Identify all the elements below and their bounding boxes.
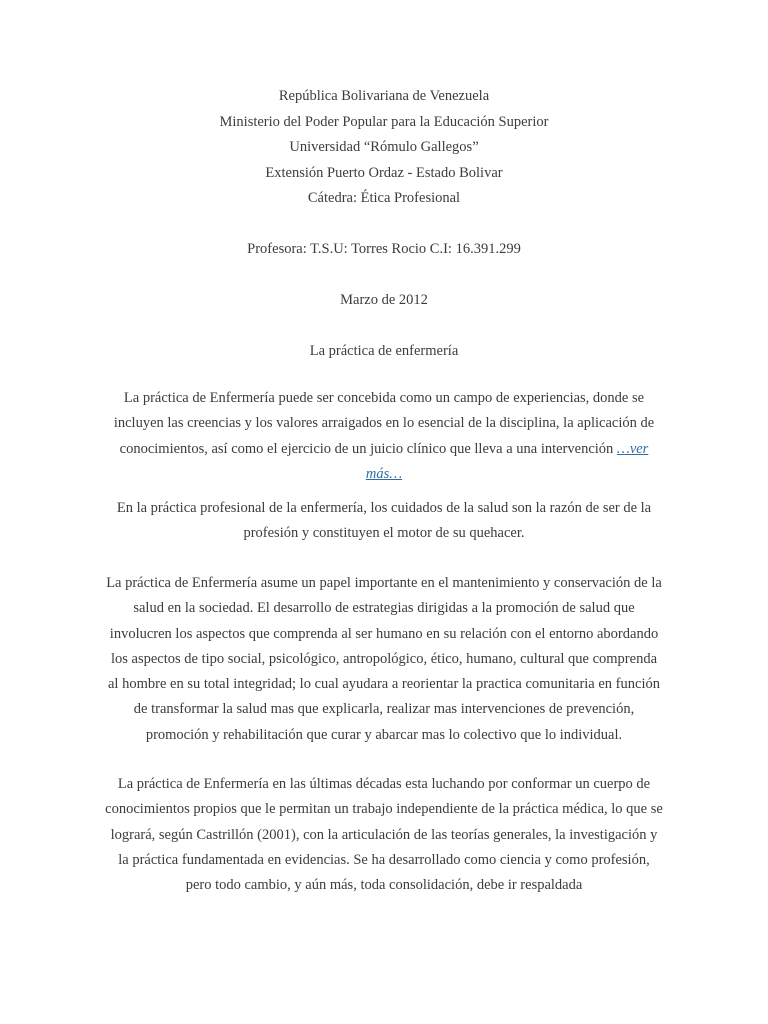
header-spacer xyxy=(0,263,768,289)
paragraph-4-text: La práctica de Enfermería en las últimas décadas esta luchando por conformar un cuerpo de conocimientos propios que le permitan un trabajo independiente de la práctica médica, lo que se logrará, según Castrillón (2001), con la articulación de las teorías generales, la investigación y la práctica fundamentada en evidencias. Se ha desarrollado como ciencia y como profesión, pero todo cambio, y aún más, toda consolidación, debe ir respaldada xyxy=(105,776,663,894)
document-title: La práctica de enfermería xyxy=(309,343,459,359)
header-date: Marzo de 2012 xyxy=(340,292,428,308)
header-professor: Profesora: T.S.U: Torres Rocio C.I: 16.391.299 xyxy=(247,241,521,257)
paragraph-1 xyxy=(104,386,664,487)
header-spacer xyxy=(0,314,768,340)
header-country: República Bolivariana de Venezuela xyxy=(278,88,490,104)
header-spacer xyxy=(0,212,768,238)
paragraph-3 xyxy=(104,571,664,748)
see-more-link[interactable]: …ver más… xyxy=(365,440,649,482)
header-extension: Extensión Puerto Ordaz - Estado Bolivar xyxy=(265,164,503,181)
header-university: Universidad “Rómulo Gallegos” xyxy=(289,139,479,155)
paragraph-1-text: La práctica de Enfermería puede ser concebida como un campo de experiencias, donde se incluyen las creencias y los valores arraigados en lo esencial de la disciplina, la aplicación de conocimientos, así como el ejercicio de un juicio clínico que lleva a una intervención xyxy=(113,390,655,457)
paragraph-2-text: En la práctica profesional de la enfermería, los cuidados de la salud son la razón de ser de la profesión y constituyen el motor de su quehacer. xyxy=(116,500,652,542)
paragraph-2 xyxy=(104,496,664,547)
paragraph-4 xyxy=(104,772,664,898)
document-header xyxy=(0,84,768,365)
paragraph-3-text: La práctica de Enfermería asume un papel importante en el mantenimiento y conservación de la salud en la sociedad. El desarrollo de estrategias dirigidas a la promoción de salud que involucren los aspectos que comprenda al ser humano en su relación con el entorno abordando los aspectos de tipo social, psicológico, antropológico, ético, humano, cultural que comprenda al hombre en su total integridad; lo cual ayudara a reorientar la practica comunitaria en función de transformar la salud mas que explicarla, realizar mas intervenciones de prevención, promoción y rehabilitación que curar y abarcar mas lo colectivo que lo individual. xyxy=(106,575,662,743)
header-ministry: Ministerio del Poder Popular para la Educación Superior xyxy=(219,113,549,130)
header-course: Cátedra: Ética Profesional xyxy=(307,190,461,206)
